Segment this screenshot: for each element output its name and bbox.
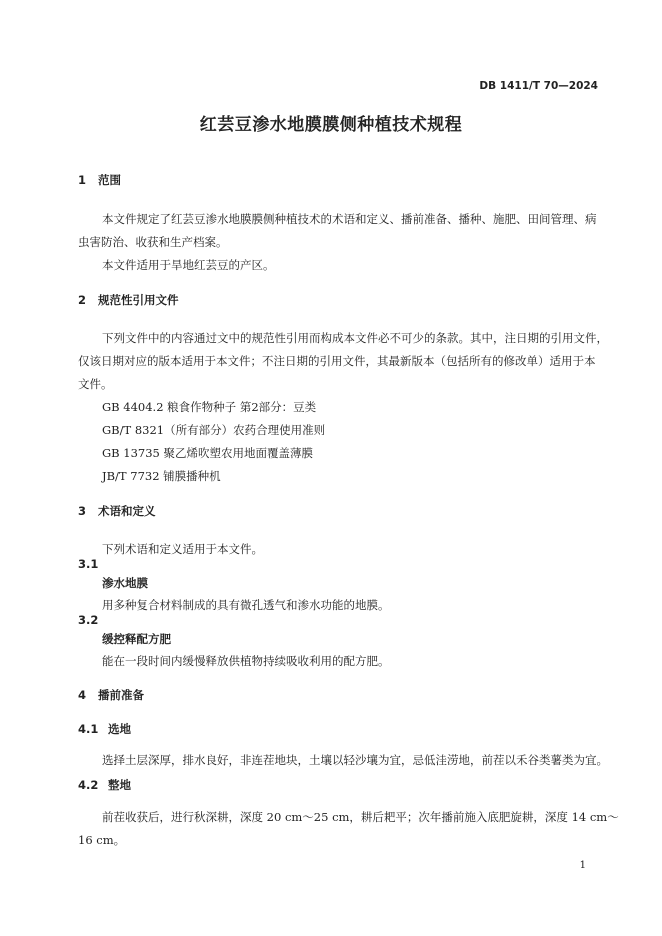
paragraph-line: 前茬收获后，进行秋深耕，深度 20 cm～25 cm，耕后耙平；次年播前施入底肥旋耕，深度 14 cm～ [102, 810, 619, 824]
subsection-4-1-heading [78, 721, 131, 737]
paragraph-line: 本文件规定了红芸豆渗水地膜膜侧种植技术的术语和定义、播前准备、播种、施肥、田间管理、病 [102, 212, 597, 226]
paragraph-line: 下列术语和定义适用于本文件。 [102, 542, 263, 556]
section-number: 2 [78, 293, 87, 307]
paragraph-line: 仅该日期对应的版本适用于本文件；不注日期的引用文件，其最新版本（包括所有的修改单）适用于本 [78, 354, 596, 368]
term-definition: 用多种复合材料制成的具有微孔透气和渗水功能的地膜。 [102, 598, 390, 612]
section-4-heading [78, 687, 144, 703]
reference-item: GB 4404.2 粮食作物种子 第2部分：豆类 [102, 400, 317, 414]
subsection-title: 选地 [108, 722, 131, 736]
term-name: 缓控释配方肥 [102, 632, 171, 646]
page-title: 红芸豆渗水地膜膜侧种植技术规程 [199, 115, 463, 135]
reference-item: GB 13735 聚乙烯吹塑农用地面覆盖薄膜 [102, 446, 314, 460]
term-number: 3.2 [78, 613, 99, 627]
paragraph-line: 虫害防治、收获和生产档案。 [78, 235, 228, 249]
paragraph-line: 下列文件中的内容通过文中的规范性引用而构成本文件必不可少的条款。其中，注日期的引用文件， [102, 331, 608, 345]
subsection-number: 4.2 [78, 778, 99, 792]
paragraph-line: 16 cm。 [78, 833, 126, 847]
subsection-title: 整地 [108, 778, 131, 792]
term-number: 3.1 [78, 557, 99, 571]
subsection-4-2-heading [78, 777, 131, 793]
subsection-number: 4.1 [78, 722, 99, 736]
section-1-heading [78, 172, 121, 188]
paragraph-line: 选择土层深厚，排水良好，非连茬地块，土壤以轻沙壤为宜，忌低洼涝地，前茬以禾谷类薯类为宜。 [102, 753, 608, 767]
term-definition: 能在一段时间内缓慢释放供植物持续吸收利用的配方肥。 [102, 654, 390, 668]
section-number: 4 [78, 688, 87, 702]
paragraph-line: 本文件适用于旱地红芸豆的产区。 [102, 258, 275, 272]
reference-item: GB/T 8321（所有部分）农药合理使用准则 [102, 423, 326, 437]
section-title: 播前准备 [98, 688, 144, 702]
section-title: 规范性引用文件 [98, 293, 179, 307]
document-number: DB 1411/T 70—2024 [479, 80, 598, 92]
paragraph-line: 文件。 [78, 377, 113, 391]
page-number: 1 [579, 860, 586, 871]
section-3-heading [78, 503, 156, 519]
section-title: 术语和定义 [98, 504, 156, 518]
reference-item: JB/T 7732 铺膜播种机 [102, 469, 221, 483]
term-name: 渗水地膜 [102, 576, 148, 590]
section-number: 3 [78, 504, 87, 518]
section-title: 范围 [98, 173, 121, 187]
section-number: 1 [78, 173, 87, 187]
section-2-heading [78, 292, 179, 308]
